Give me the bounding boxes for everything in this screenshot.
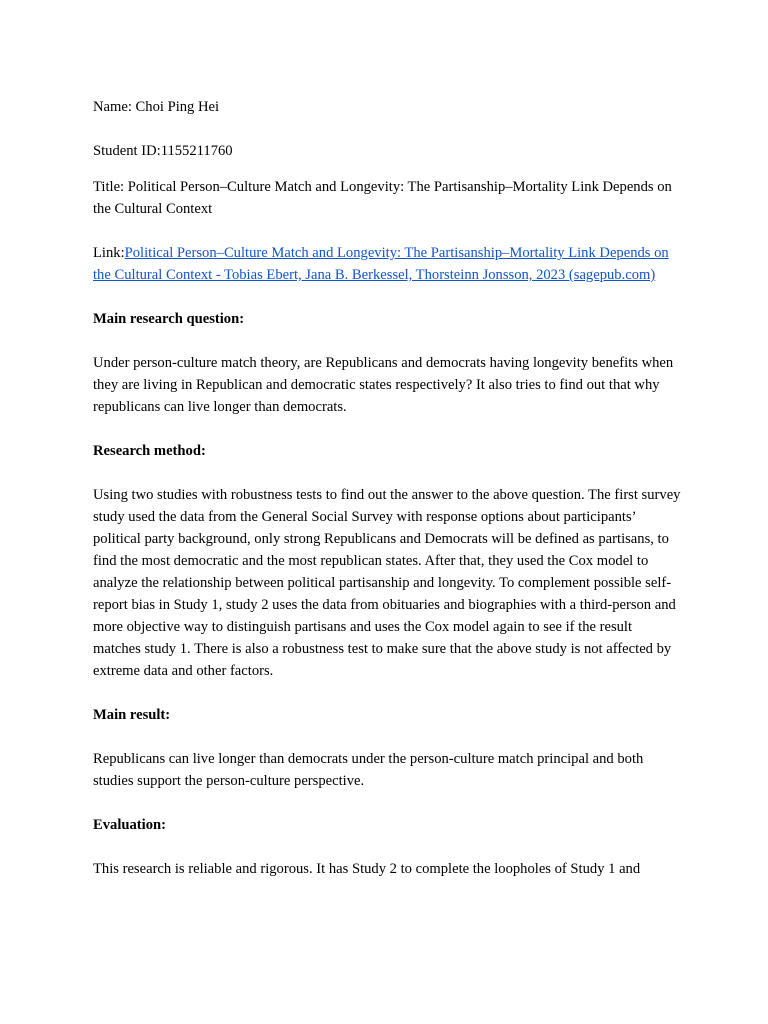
research-question-body: Under person-culture match theory, are Republicans and democrats having longevity benefits when they are living in Republican and democratic states respectively? It also tries to find out that why republicans can live longer than democrats. (93, 355, 674, 415)
research-method-heading: Research method: (93, 443, 206, 459)
paper-title: Title: Political Person–Culture Match and Longevity: The Partisanship–Mortality Link Depends on the Cultural Context (93, 179, 672, 217)
main-result-heading: Main result: (93, 707, 171, 723)
main-result-body: Republicans can live longer than democrats under the person-culture match principal and both studies support the person-culture perspective. (93, 751, 644, 789)
evaluation-heading: Evaluation: (93, 817, 166, 833)
student-name: Name: Choi Ping Hei (93, 99, 220, 115)
paper-link-line (93, 242, 683, 286)
research-method-body: Using two studies with robustness tests to find out the answer to the above question. The first survey study used the data from the General Social Survey with response options about participants’ political party background, only strong Republicans and Democrats will be defined as partisans, to find the most democratic and the most republican states. After that, they used the Cox model to analyze the relationship between political partisanship and longevity. To complement possible self-report bias in Study 1, study 2 uses the data from obituaries and biographies with a third-person and more objective way to distinguish partisans and uses the Cox model again to see if the result matches study 1. There is also a robustness test to make sure that the above study is not affected by extreme data and other factors. (93, 487, 681, 679)
document-page (93, 96, 683, 880)
student-id: Student ID:1155211760 (93, 143, 233, 159)
paper-link[interactable]: Political Person–Culture Match and Longevity: The Partisanship–Mortality Link Depends on the Cultural Context - Tobias Ebert, Jana B. Berkessel, Thorsteinn Jonsson, 2023 (sagepub.com) (93, 245, 669, 283)
link-prefix: Link: (93, 245, 125, 261)
research-question-heading: Main research question: (93, 311, 245, 327)
evaluation-body: This research is reliable and rigorous. It has Study 2 to complete the loopholes of Study 1 and (93, 861, 641, 877)
